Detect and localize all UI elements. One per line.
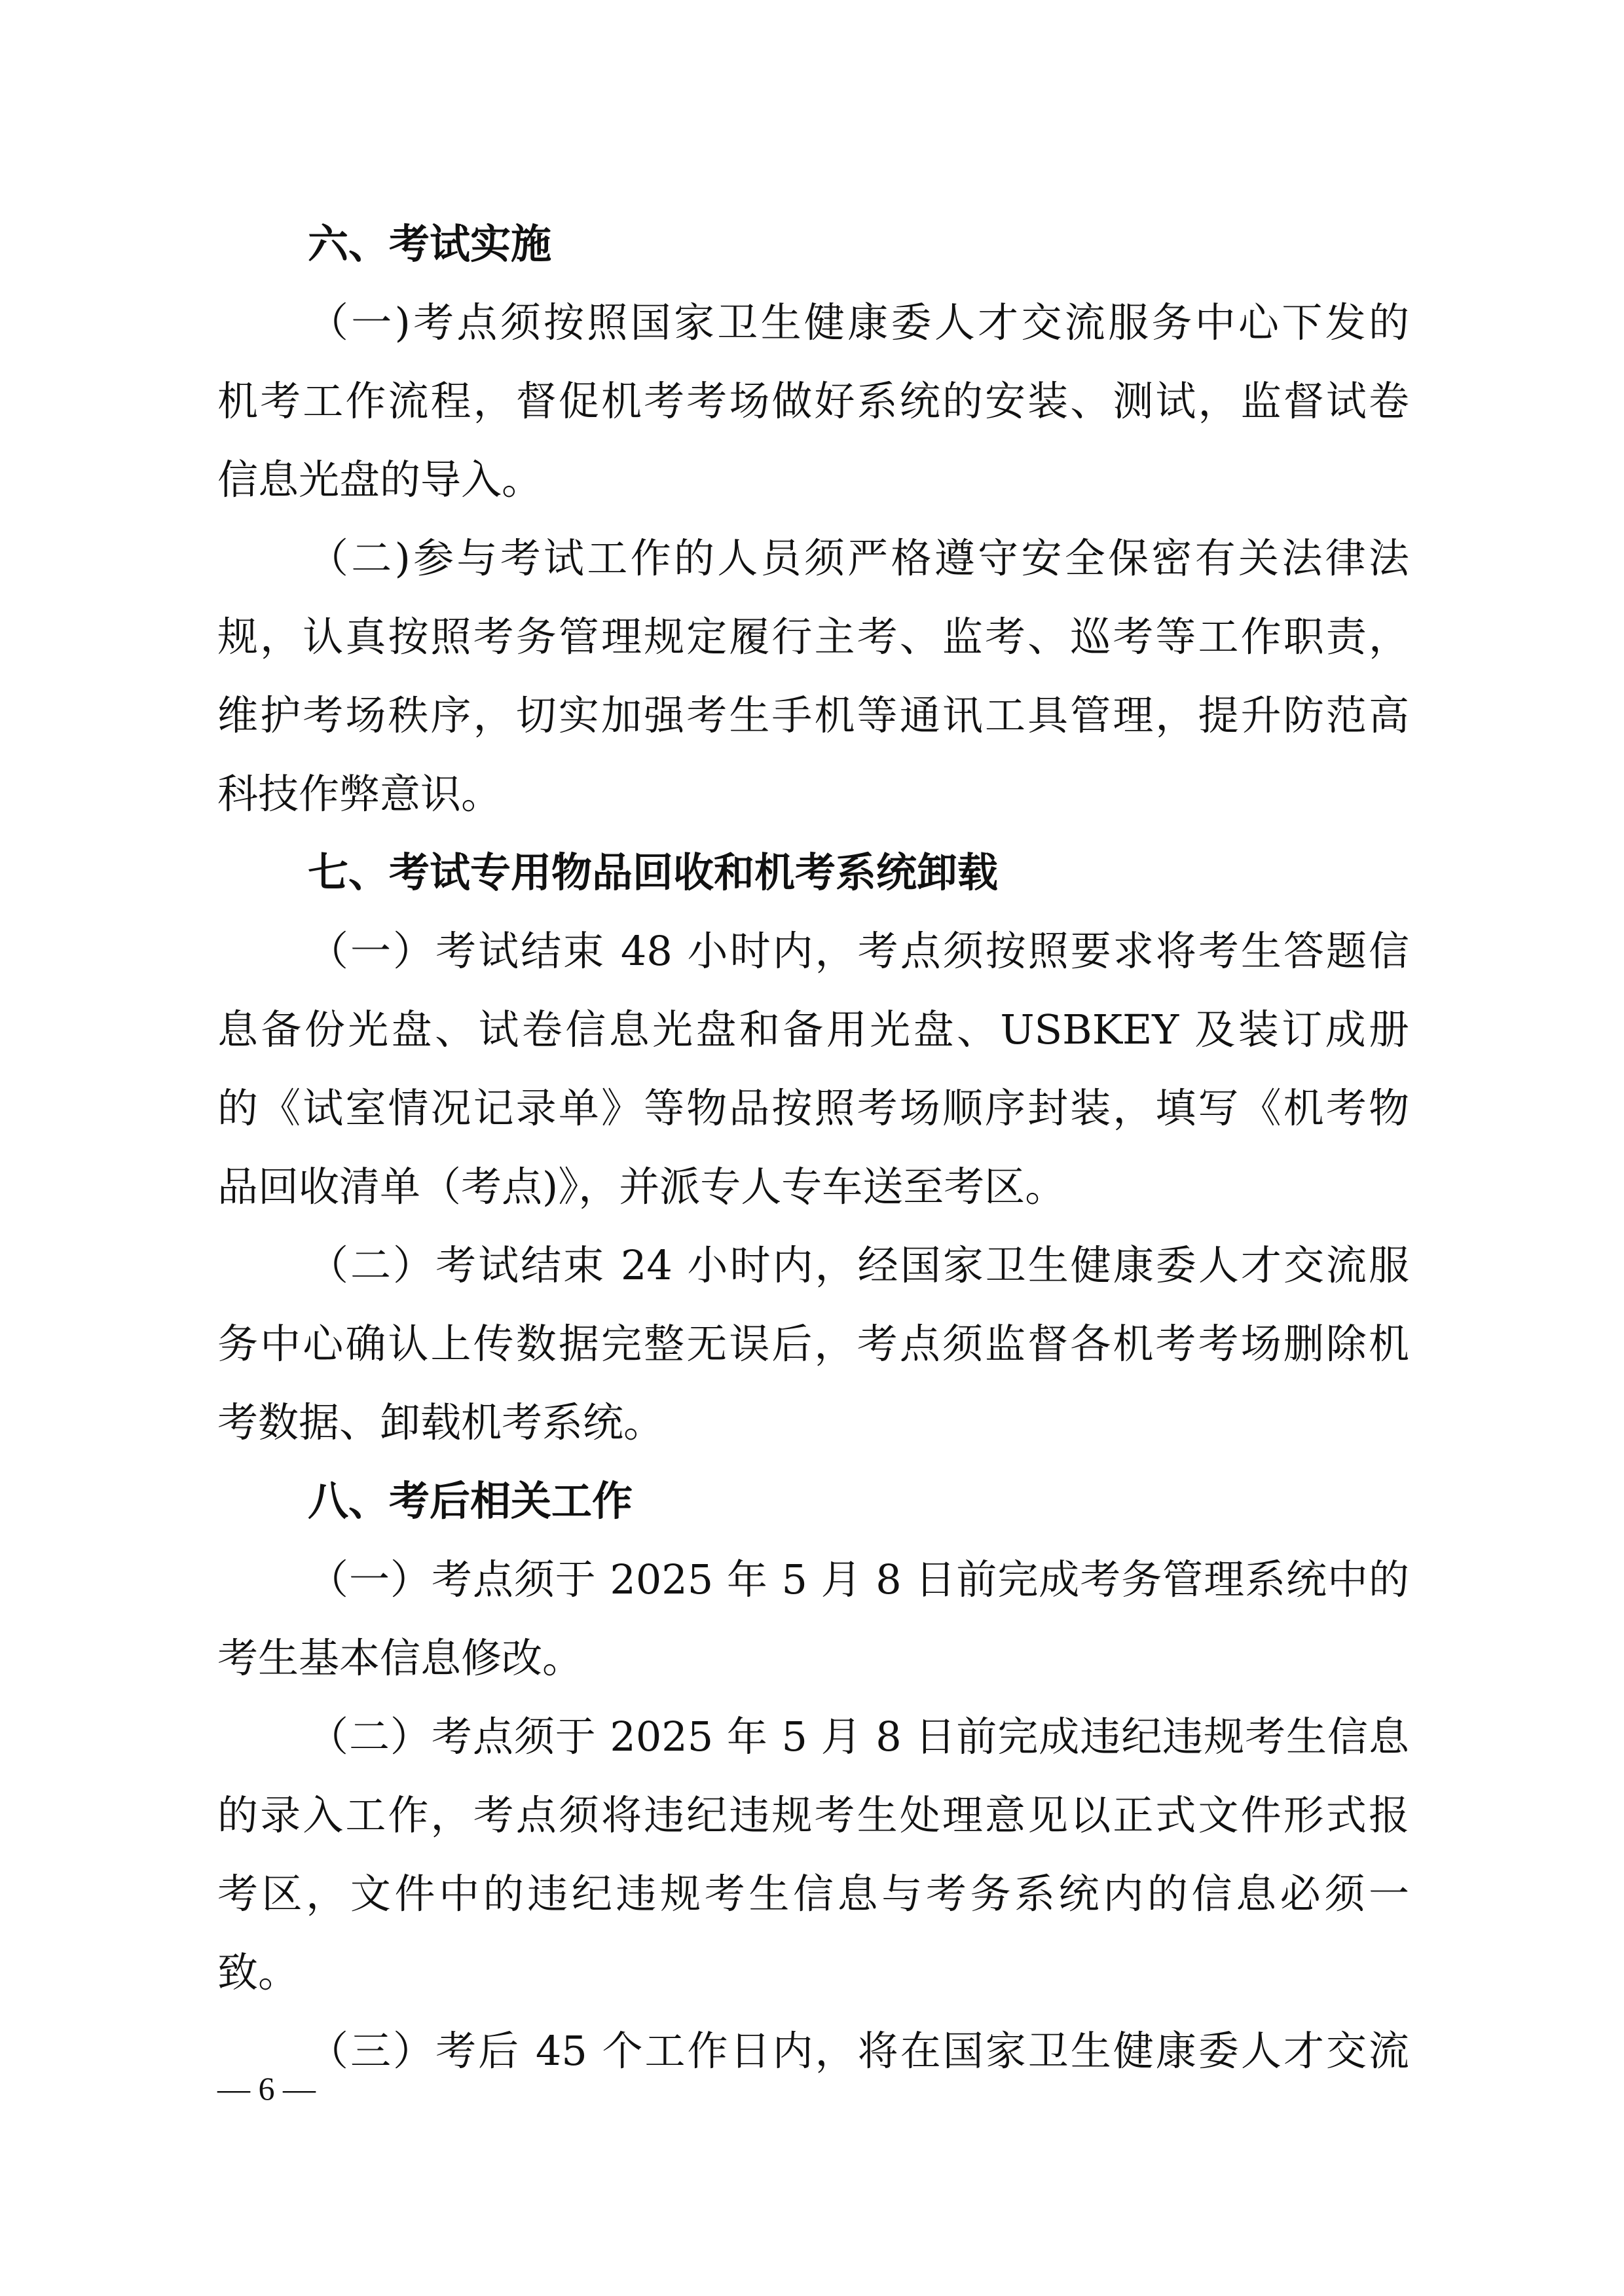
paragraph-line: 考生基本信息修改。 (217, 1634, 583, 1682)
paragraph-line: 维护考场秩序，切实加强考生手机等通讯工具管理，提升防范高 (217, 691, 1409, 739)
paragraph-line: 品回收清单（考点)》，并派专人专车送至考区。 (217, 1163, 1066, 1211)
paragraph-line: 规，认真按照考务管理规定履行主考、监考、巡考等工作职责， (217, 613, 1409, 661)
paragraph-line: 考数据、卸载机考系统。 (217, 1398, 665, 1446)
paragraph-line: （一）考试结束 48 小时内，考点须按照要求将考生答题信 (308, 927, 1409, 975)
section-heading-7: 七、考试专用物品回收和机考系统卸载 (308, 848, 999, 896)
paragraph-line: （二）考点须于 2025 年 5 月 8 日前完成违纪违规考生信息 (308, 1713, 1409, 1760)
paragraph-line: 务中心确认上传数据完整无误后，考点须监督各机考考场删除机 (217, 1320, 1409, 1368)
page-number: — 6 — (217, 2070, 316, 2107)
paragraph-line: （二）考试结束 24 小时内，经国家卫生健康委人才交流服 (308, 1241, 1409, 1289)
paragraph-line: 息备份光盘、试卷信息光盘和备用光盘、USBKEY 及装订成册 (217, 1006, 1409, 1053)
paragraph-line: （一）考点须于 2025 年 5 月 8 日前完成考务管理系统中的 (308, 1556, 1409, 1603)
paragraph-line: （一)考点须按照国家卫生健康委人才交流服务中心下发的 (308, 299, 1409, 346)
paragraph-line: 信息光盘的导入。 (217, 456, 543, 503)
paragraph-line: （三）考后 45 个工作日内，将在国家卫生健康委人才交流 (308, 2027, 1409, 2075)
section-heading-8: 八、考后相关工作 (308, 1477, 633, 1525)
paragraph-line: 的《试室情况记录单》等物品按照考场顺序封装，填写《机考物 (217, 1084, 1409, 1132)
paragraph-line: 考区，文件中的违纪违规考生信息与考务系统内的信息必须一 (217, 1870, 1409, 1918)
paragraph-line: 致。 (217, 1948, 299, 1996)
paragraph-line: 的录入工作，考点须将违纪违规考生处理意见以正式文件形式报 (217, 1791, 1409, 1839)
paragraph-line: 机考工作流程，督促机考考场做好系统的安装、测试，监督试卷 (217, 377, 1409, 425)
paragraph-line: 科技作弊意识。 (217, 770, 502, 818)
section-heading-6: 六、考试实施 (308, 220, 552, 268)
paragraph-line: （二)参与考试工作的人员须严格遵守安全保密有关法律法 (308, 534, 1409, 582)
